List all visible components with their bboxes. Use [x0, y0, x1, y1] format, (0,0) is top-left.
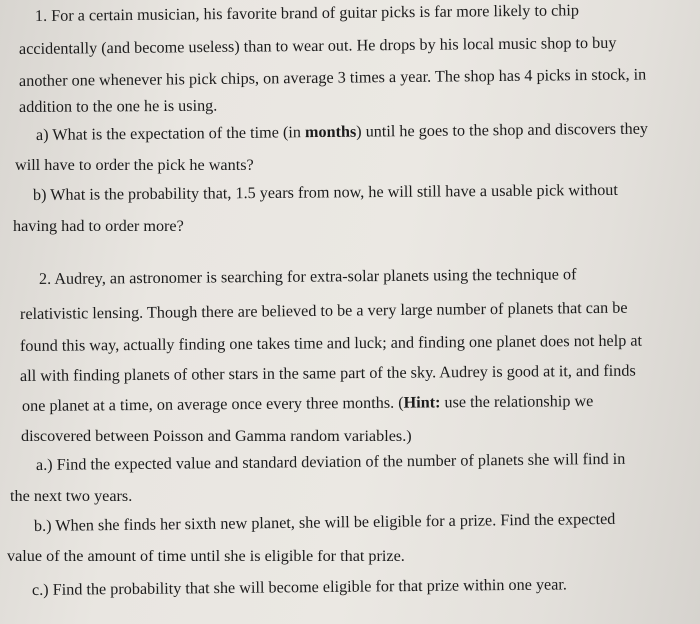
problem1-line-4: addition to the one he is using.	[18, 96, 218, 116]
problem2-part-c-line-1: c.) Find the probability that she will become eligible for that prize within one year.	[31, 575, 568, 599]
problem2-part-a-line-2: the next two years.	[10, 487, 133, 505]
problem1-line-1: 1. For a certain musician, his favorite brand of guitar picks is far more likely to chip	[34, 1, 580, 25]
problem1-line-2: accidentally (and become useless) than to wear out. He drops by his local music shop to buy	[18, 33, 617, 58]
problem2-line-4: all with finding planets of other stars in the same part of the sky. Audrey is good at it, and finds	[19, 361, 636, 385]
problem2-part-a-line-1: a.) Find the expected value and standard deviation of the number of planets she will find in	[35, 449, 626, 474]
problem2-hint-prefix: one planet at a time, on average once every three months. (	[21, 393, 404, 415]
problem2-line-2: relativistic lensing. Though there are believed to be a very large number of planets that can be	[19, 298, 628, 323]
problem2-part-b-line-2: value of the amount of time until she is eligible for that prize.	[7, 547, 405, 565]
problem1-part-a-bold: months	[304, 122, 357, 142]
problem2-hint-suffix: use the relationship we	[440, 392, 594, 412]
problem2-hint-line-1	[22, 391, 593, 416]
problem1-part-b-line-2: having had to order more?	[13, 217, 184, 235]
problem2-part-b-line-1: b.) When she finds her sixth new planet, she will be eligible for a prize. Find the expected	[33, 509, 616, 535]
problem1-part-a-line-1	[36, 119, 648, 145]
problem2-hint-line-2: discovered between Poisson and Gamma random variables.)	[21, 427, 412, 445]
problem1-part-a-prefix: a) What is the expectation of the time (in	[35, 123, 306, 144]
problem2-line-1: 2. Audrey, an astronomer is searching for extra-solar planets using the technique of	[38, 265, 577, 288]
problem1-line-3: another one whenever his pick chips, on average 3 times a year. The shop has 4 picks in stock, in	[18, 65, 647, 90]
problem1-part-a-line-2: will have to order the pick he wants?	[15, 156, 254, 174]
problem2-line-3: found this way, actually finding one takes time and luck; and finding one planet does not help at	[19, 331, 643, 355]
problem1-part-a-suffix: ) until he goes to the shop and discovers they	[356, 119, 649, 141]
problem2-hint-bold: Hint:	[403, 393, 441, 412]
problem1-part-b-line-1: b) What is the probability that, 1.5 years from now, he will still have a usable pick without	[32, 180, 618, 204]
